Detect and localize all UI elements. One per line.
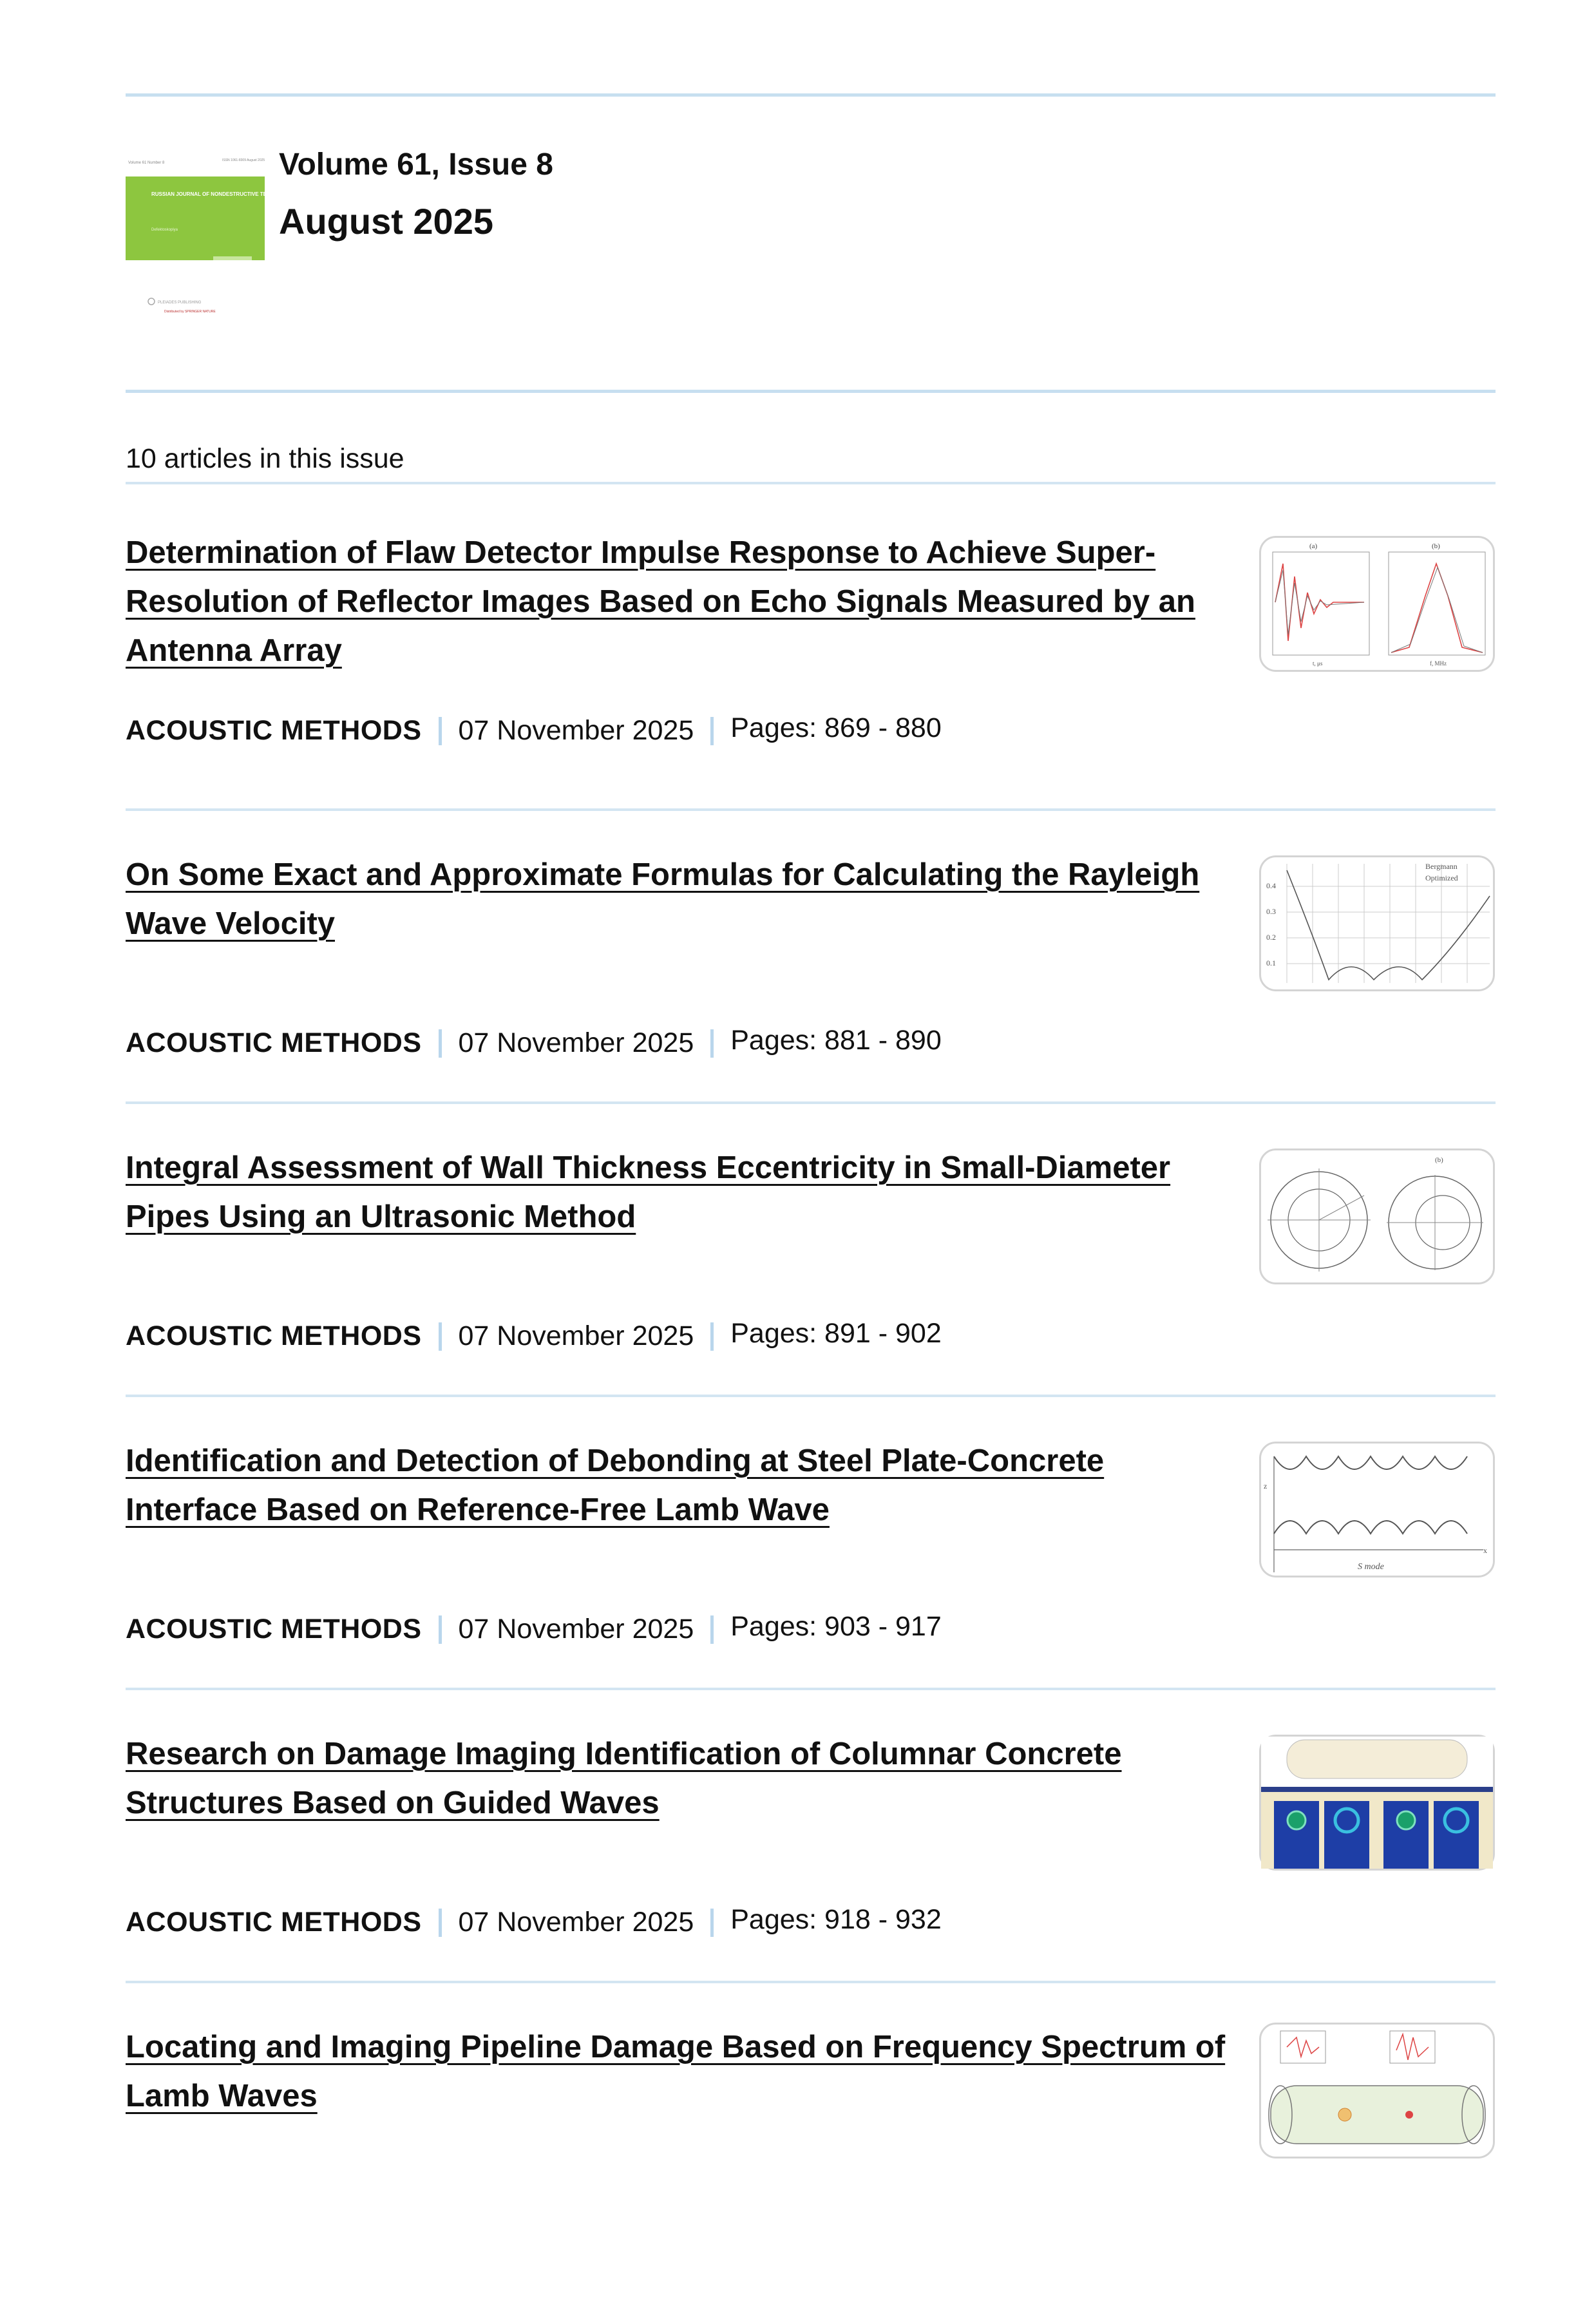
svg-text:0.3: 0.3: [1266, 907, 1276, 916]
article-item: [126, 1730, 1496, 2013]
svg-text:0.4: 0.4: [1266, 881, 1276, 890]
svg-text:Bergmann: Bergmann: [1425, 862, 1458, 871]
meta-separator: [710, 717, 714, 745]
svg-text:S mode: S mode: [1358, 1562, 1384, 1572]
article-pages: Pages: 918 - 932: [730, 1904, 942, 1935]
article-thumbnail[interactable]: [1259, 536, 1495, 672]
article-pages: Pages: 891 - 902: [730, 1318, 942, 1349]
cover-green-band: [126, 176, 265, 260]
article-title-link[interactable]: Research on Damage Imaging Identification of Columnar Concrete Structures Based on Guided Waves: [126, 1737, 1122, 1820]
article-thumbnail[interactable]: [1259, 2023, 1495, 2158]
article-type: ACOUSTIC METHODS: [126, 1907, 422, 1938]
svg-text:x: x: [1483, 1546, 1487, 1555]
issue-date-label: August 2025: [279, 201, 493, 242]
article-divider: [126, 1101, 1496, 1104]
article-date: 07 November 2025: [458, 1614, 694, 1644]
article-date: 07 November 2025: [458, 1320, 694, 1351]
list-top-divider: [126, 482, 1496, 484]
article-divider: [126, 1688, 1496, 1690]
article-item: [126, 1436, 1496, 1720]
article-meta: [126, 1027, 942, 1059]
article-item: [126, 1143, 1496, 1427]
article-meta: [126, 1320, 942, 1352]
article-thumbnail[interactable]: [1259, 855, 1495, 991]
article-title-link[interactable]: Determination of Flaw Detector Impulse Response to Achieve Super-Resolution of Reflector Images Based on Echo Signals Measured by an Antenna Array: [126, 535, 1195, 668]
article-title-link[interactable]: Identification and Detection of Debonding at Steel Plate-Concrete Interface Based on Reference-Free Lamb Wave: [126, 1444, 1105, 1527]
article-date: 07 November 2025: [458, 715, 694, 746]
meta-separator: [710, 1029, 714, 1058]
meta-separator: [439, 1322, 442, 1351]
article-divider: [126, 1395, 1496, 1397]
cover-issn-text: ISSN 1061-8309 August 2025: [222, 158, 265, 162]
article-thumbnail[interactable]: [1259, 1148, 1495, 1284]
article-title-link[interactable]: Locating and Imaging Pipeline Damage Based on Frequency Spectrum of Lamb Waves: [126, 2030, 1226, 2113]
meta-separator: [710, 1615, 714, 1644]
article-meta: [126, 1611, 942, 1645]
article-type: ACOUSTIC METHODS: [126, 715, 422, 746]
article-item: [126, 850, 1496, 1134]
meta-separator: [710, 1322, 714, 1351]
svg-text:0.2: 0.2: [1266, 933, 1276, 942]
volume-issue-label: Volume 61, Issue 8: [279, 148, 553, 182]
meta-separator: [710, 1909, 714, 1937]
article-pages: Pages: 869 - 880: [730, 712, 942, 743]
article-pages: Pages: 903 - 917: [730, 1611, 942, 1642]
meta-separator: [439, 1909, 442, 1937]
article-meta: [126, 1904, 942, 1938]
cover-subtitle-text: Defektoskopiya: [151, 228, 178, 232]
article-title-link[interactable]: Integral Assessment of Wall Thickness Eccentricity in Small-Diameter Pipes Using an Ultrasonic Method: [126, 1150, 1171, 1234]
meta-separator: [439, 1615, 442, 1644]
article-type: ACOUSTIC METHODS: [126, 1027, 422, 1058]
cover-publisher-text: PLEIADES PUBLISHING: [158, 301, 202, 305]
article-thumbnail[interactable]: [1259, 1442, 1495, 1577]
article-date: 07 November 2025: [458, 1907, 694, 1938]
article-date: 07 November 2025: [458, 1027, 694, 1058]
top-divider: [126, 93, 1496, 97]
svg-text:(a): (a): [1309, 542, 1318, 550]
svg-text:f, MHz: f, MHz: [1430, 660, 1447, 667]
cover-title-text: RUSSIAN JOURNAL OF NONDESTRUCTIVE TESTING: [151, 191, 283, 197]
svg-text:z: z: [1264, 1482, 1268, 1491]
article-meta: [126, 712, 942, 747]
svg-text:0.1: 0.1: [1266, 958, 1276, 967]
article-thumbnail[interactable]: [1259, 1735, 1495, 1871]
article-pages: Pages: 881 - 890: [730, 1025, 942, 1056]
svg-text:Optimized: Optimized: [1425, 873, 1458, 882]
journal-cover-image[interactable]: [126, 155, 283, 329]
svg-text:(b): (b): [1435, 1156, 1443, 1164]
cover-volume-text: Volume 61 Number 8: [128, 161, 165, 165]
article-item: [126, 528, 1496, 812]
article-item: [126, 2023, 1496, 2306]
article-type: ACOUSTIC METHODS: [126, 1320, 422, 1351]
meta-separator: [439, 717, 442, 745]
cover-distributor-text: Distributed by SPRINGER NATURE: [164, 310, 216, 314]
article-title-link[interactable]: On Some Exact and Approximate Formulas for Calculating the Rayleigh Wave Velocity: [126, 857, 1200, 941]
article-divider: [126, 808, 1496, 811]
svg-text:(b): (b): [1432, 542, 1440, 550]
article-type: ACOUSTIC METHODS: [126, 1614, 422, 1644]
article-divider: [126, 1981, 1496, 1983]
svg-text:t, μs: t, μs: [1313, 660, 1323, 667]
articles-count: 10 articles in this issue: [126, 443, 404, 474]
meta-separator: [439, 1029, 442, 1058]
issue-header: [126, 135, 1496, 341]
header-bottom-divider: [126, 390, 1496, 393]
